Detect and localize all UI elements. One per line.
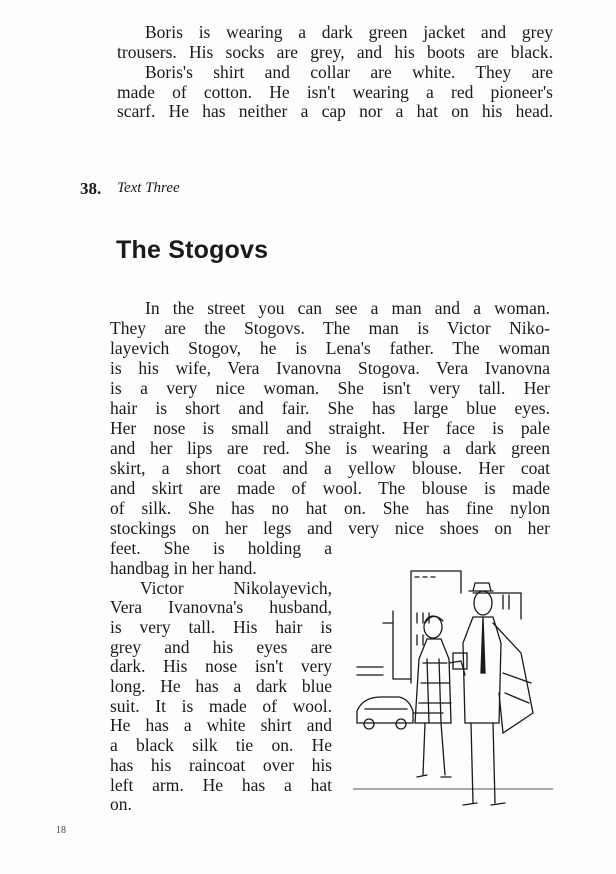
narrow-line-9: suit. It is made of wool. (110, 696, 332, 716)
intro-line-5: scarf. He has neither a cap nor a hat on his head. (117, 101, 553, 121)
narrow-line-6: grey and his eyes are (110, 637, 332, 657)
narrow-line-13: left arm. He has a hat (110, 775, 332, 795)
intro-line-2: trousers. His socks are grey, and his boots are black. (117, 42, 553, 62)
narrow-line-11: a black silk tie on. He (110, 735, 332, 755)
narrow-line-5: is very tall. His hair is (110, 617, 332, 637)
body-line-4: is his wife, Vera Ivanovna Stogova. Vera Ivanovna (110, 358, 550, 378)
body-line-11: of silk. She has no hat on. She has fine nylon (110, 498, 550, 518)
exercise-number: 38. (80, 179, 102, 198)
couple-street-illustration (353, 563, 553, 818)
body-line-12: stockings on her legs and very nice shoes on her (110, 518, 550, 538)
narrow-line-2: handbag in her hand. (110, 558, 257, 578)
intro-line-4: made of cotton. He isn't wearing a red pioneer's (117, 82, 553, 102)
narrow-line-3: Victor Nikolayevich, (140, 578, 332, 598)
exercise-label: Text Three (117, 180, 180, 196)
intro-line-3: Boris's shirt and collar are white. They are (145, 62, 553, 82)
body-line-3: layevich Stogov, he is Lena's father. The woman (110, 338, 550, 358)
narrow-line-4: Vera Ivanovna's husband, (110, 597, 332, 617)
page-title: The Stogovs (116, 236, 269, 264)
narrow-line-10: He has a white shirt and (110, 715, 332, 735)
body-line-7: Her nose is small and straight. Her face is pale (110, 418, 550, 438)
narrow-line-1: feet. She is holding a (110, 538, 332, 558)
narrow-line-14: on. (110, 794, 132, 814)
intro-line-1: Boris is wearing a dark green jacket and grey (145, 22, 553, 42)
body-line-9: skirt, a short coat and a yellow blouse. Her coat (110, 458, 550, 478)
narrow-line-8: long. He has a dark blue (110, 676, 332, 696)
page-number: 18 (56, 825, 66, 836)
body-line-10: and skirt are made of wool. The blouse is made (110, 478, 550, 498)
body-line-2: They are the Stogovs. The man is Victor Niko- (110, 318, 550, 338)
narrow-line-7: dark. His nose isn't very (110, 656, 332, 676)
body-line-5: is a very nice woman. She isn't very tall. Her (110, 378, 550, 398)
body-line-1: In the street you can see a man and a woman. (145, 298, 550, 318)
body-line-6: hair is short and fair. She has large blue eyes. (110, 398, 550, 418)
narrow-line-12: has his raincoat over his (110, 755, 332, 775)
body-line-8: and her lips are red. She is wearing a dark green (110, 438, 550, 458)
